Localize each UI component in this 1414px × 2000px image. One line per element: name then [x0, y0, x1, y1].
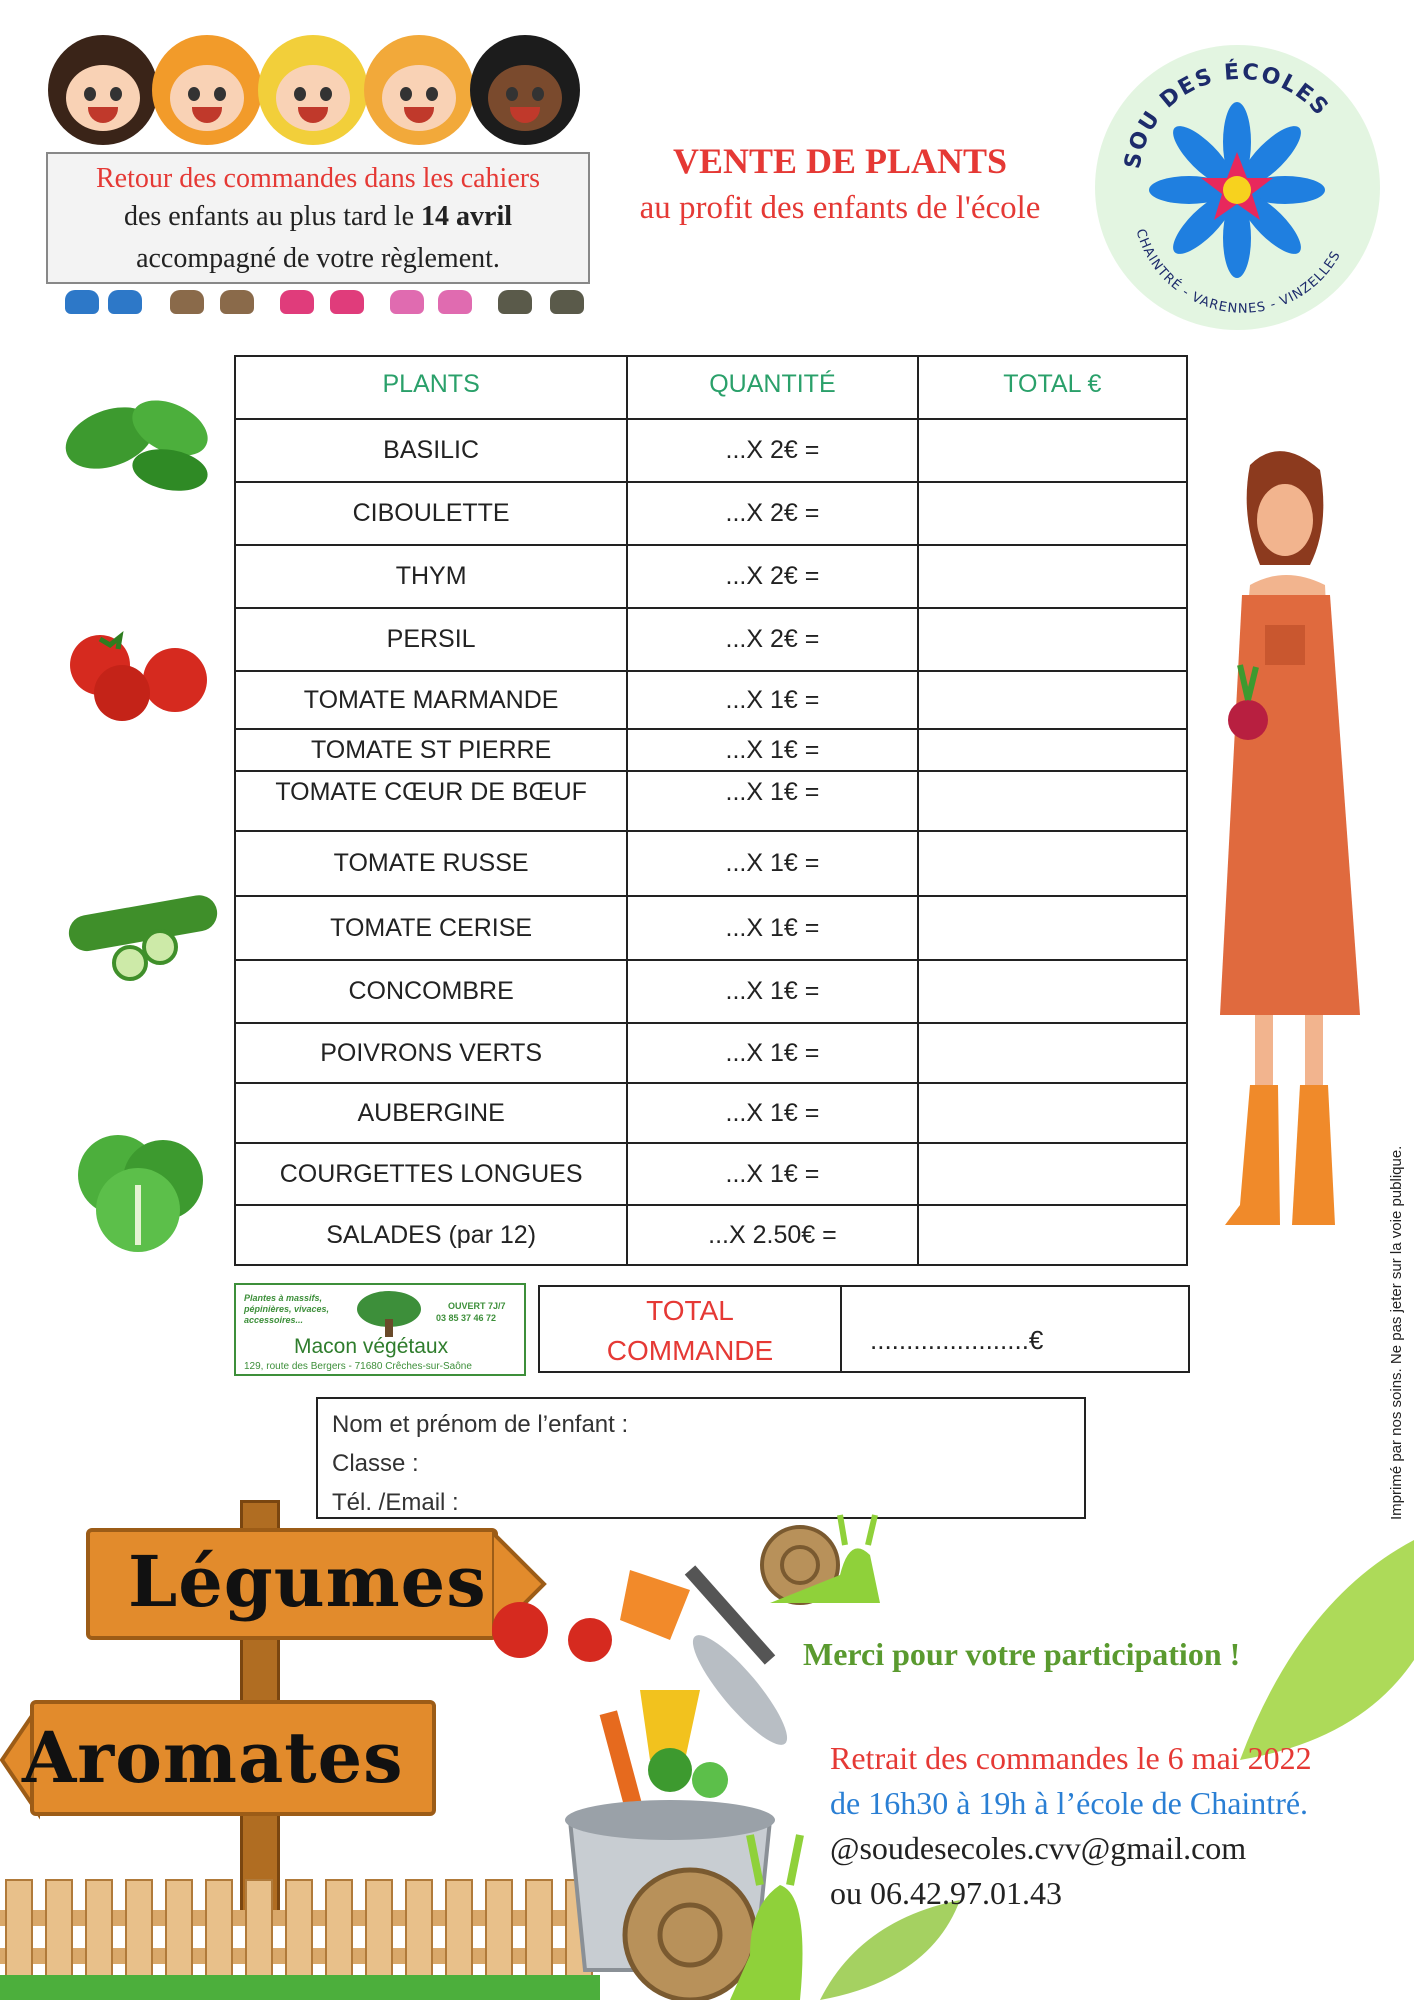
- plant-name: SALADES (par 12): [235, 1205, 627, 1265]
- row-total[interactable]: [918, 419, 1187, 482]
- lettuce-icon: [58, 1125, 223, 1265]
- quantity-price[interactable]: ...X 1€ =: [627, 1143, 917, 1205]
- order-table: [234, 355, 1188, 1266]
- table-row: [235, 1205, 1187, 1265]
- quantity-price[interactable]: ...X 1€ =: [627, 671, 917, 729]
- return-notice: [46, 152, 590, 284]
- contact-email[interactable]: @soudesecoles.cvv@gmail.com: [830, 1830, 1247, 1866]
- kid-illustration: [364, 35, 474, 145]
- leaf-decoration-bottom: [820, 1900, 980, 2000]
- row-total[interactable]: [918, 545, 1187, 608]
- table-row: [235, 545, 1187, 608]
- sign-aromates: Aromates: [22, 1716, 404, 1799]
- row-total[interactable]: [918, 1083, 1187, 1143]
- table-row: [235, 771, 1187, 831]
- table-row: [235, 1083, 1187, 1143]
- class-field[interactable]: Classe :: [332, 1450, 419, 1477]
- total-label-line-2: COMMANDE: [606, 1335, 774, 1366]
- kid-shoe: [550, 290, 584, 314]
- kid-illustration: [258, 35, 368, 145]
- plant-name: POIVRONS VERTS: [235, 1023, 627, 1083]
- row-total[interactable]: [918, 1205, 1187, 1265]
- notice-deadline: 14 avril: [421, 201, 513, 232]
- child-name-field[interactable]: Nom et prénom de l’enfant :: [332, 1411, 629, 1438]
- page-title: VENTE DE PLANTS: [672, 141, 1008, 181]
- table-row: [235, 482, 1187, 545]
- quantity-price[interactable]: ...X 2€ =: [627, 545, 917, 608]
- sou-des-ecoles-logo: [1095, 45, 1380, 330]
- header-total: TOTAL €: [918, 356, 1187, 419]
- supplier-tagline: Plantes à massifs, pépinières, vivaces, accessoires...: [244, 1293, 330, 1325]
- supplier-name: Macon végétaux: [294, 1335, 449, 1358]
- supplier-ad: [234, 1283, 526, 1376]
- quantity-price[interactable]: ...X 1€ =: [627, 1023, 917, 1083]
- table-row: [235, 960, 1187, 1023]
- quantity-price[interactable]: ...X 1€ =: [627, 831, 917, 896]
- snail-icon: [750, 1505, 890, 1615]
- plant-name: TOMATE CERISE: [235, 896, 627, 960]
- logo-top-text: SOU DES ÉCOLES: [1120, 59, 1334, 171]
- quantity-price[interactable]: ...X 1€ =: [627, 960, 917, 1023]
- row-total[interactable]: [918, 1143, 1187, 1205]
- total-value-field[interactable]: ......................€: [870, 1325, 1044, 1355]
- sign-legumes: Légumes: [128, 1540, 487, 1623]
- quantity-price[interactable]: ...X 2€ =: [627, 608, 917, 671]
- cucumber-icon: [64, 885, 224, 985]
- plant-name: TOMATE RUSSE: [235, 831, 627, 896]
- plant-name: TOMATE MARMANDE: [235, 671, 627, 729]
- supplier-phone: 03 85 37 46 72: [436, 1313, 497, 1323]
- contact-field[interactable]: Tél. /Email :: [332, 1489, 459, 1516]
- row-total[interactable]: [918, 482, 1187, 545]
- quantity-price[interactable]: ...X 2€ =: [627, 419, 917, 482]
- row-total[interactable]: [918, 896, 1187, 960]
- plant-name: TOMATE ST PIERRE: [235, 729, 627, 771]
- supplier-address: 129, route des Bergers - 71680 Crêches-sur-Saône: [244, 1361, 472, 1372]
- snail-icon-large: [610, 1815, 830, 2000]
- table-row: [235, 671, 1187, 729]
- plant-name: TOMATE CŒUR DE BŒUF: [235, 771, 627, 831]
- kid-shoe: [65, 290, 99, 314]
- quantity-price[interactable]: ...X 1€ =: [627, 896, 917, 960]
- total-label-line-1: TOTAL: [646, 1295, 734, 1326]
- child-info-form: [316, 1397, 1086, 1519]
- thanks-message: Merci pour votre participation !: [803, 1636, 1241, 1672]
- plant-name: PERSIL: [235, 608, 627, 671]
- row-total[interactable]: [918, 729, 1187, 771]
- kid-shoe: [330, 290, 364, 314]
- page-subtitle: au profit des enfants de l'école: [639, 190, 1041, 226]
- plant-name: AUBERGINE: [235, 1083, 627, 1143]
- supplier-hours: OUVERT 7J/7: [448, 1301, 506, 1311]
- notice-line-1: Retour des commandes dans les cahiers: [96, 163, 540, 194]
- kid-shoe: [170, 290, 204, 314]
- plant-name: BASILIC: [235, 419, 627, 482]
- basil-icon: [60, 388, 220, 498]
- kid-shoe: [498, 290, 532, 314]
- header-quantity: QUANTITÉ: [627, 356, 917, 419]
- table-row: [235, 608, 1187, 671]
- print-notice: Imprimé par nos soins. Ne pas jeter sur la voie publique.: [1388, 1145, 1405, 1520]
- contact-phone: ou 06.42.97.01.43: [830, 1875, 1062, 1911]
- notice-line-2: [48, 196, 588, 238]
- kid-shoe: [438, 290, 472, 314]
- notice-line-3: accompagné de votre règlement.: [136, 243, 500, 274]
- quantity-price[interactable]: ...X 2.50€ =: [627, 1205, 917, 1265]
- plant-name: COURGETTES LONGUES: [235, 1143, 627, 1205]
- pickup-date: Retrait des commandes le 6 mai 2022: [830, 1740, 1312, 1776]
- quantity-price[interactable]: ...X 1€ =: [627, 1083, 917, 1143]
- row-total[interactable]: [918, 771, 1187, 831]
- table-row: [235, 831, 1187, 896]
- kid-shoe: [280, 290, 314, 314]
- table-row: [235, 1023, 1187, 1083]
- row-total[interactable]: [918, 608, 1187, 671]
- kid-illustration: [152, 35, 262, 145]
- table-row: [235, 419, 1187, 482]
- kid-shoe: [108, 290, 142, 314]
- row-total[interactable]: [918, 960, 1187, 1023]
- row-total[interactable]: [918, 1023, 1187, 1083]
- table-row: [235, 896, 1187, 960]
- plant-name: CONCOMBRE: [235, 960, 627, 1023]
- total-order-box: [538, 1285, 1190, 1373]
- kid-illustration: [470, 35, 580, 145]
- logo-bottom-text: CHAINTRÉ - VARENNES - VINZELLES: [1132, 227, 1345, 317]
- logo-graphic: [1095, 45, 1380, 330]
- quantity-price[interactable]: ...X 1€ =: [627, 729, 917, 771]
- tomato-icon: [60, 625, 220, 725]
- kid-shoe: [220, 290, 254, 314]
- pickup-hours: de 16h30 à 19h à l’école de Chaintré.: [830, 1785, 1309, 1821]
- row-total[interactable]: [918, 671, 1187, 729]
- quantity-price[interactable]: ...X 2€ =: [627, 482, 917, 545]
- tree-icon: [354, 1289, 424, 1339]
- kids-banner: [40, 15, 600, 325]
- notice-line-2-text: des enfants au plus tard le: [123, 201, 422, 232]
- quantity-price[interactable]: ...X 1€ =: [627, 771, 917, 831]
- table-row: [235, 729, 1187, 771]
- gardener-illustration: [1210, 445, 1370, 1245]
- kid-illustration: [48, 35, 158, 145]
- plant-name: CIBOULETTE: [235, 482, 627, 545]
- header-plants: PLANTS: [235, 356, 627, 419]
- row-total[interactable]: [918, 831, 1187, 896]
- total-label: [540, 1287, 842, 1371]
- plant-name: THYM: [235, 545, 627, 608]
- table-row: [235, 1143, 1187, 1205]
- kid-shoe: [390, 290, 424, 314]
